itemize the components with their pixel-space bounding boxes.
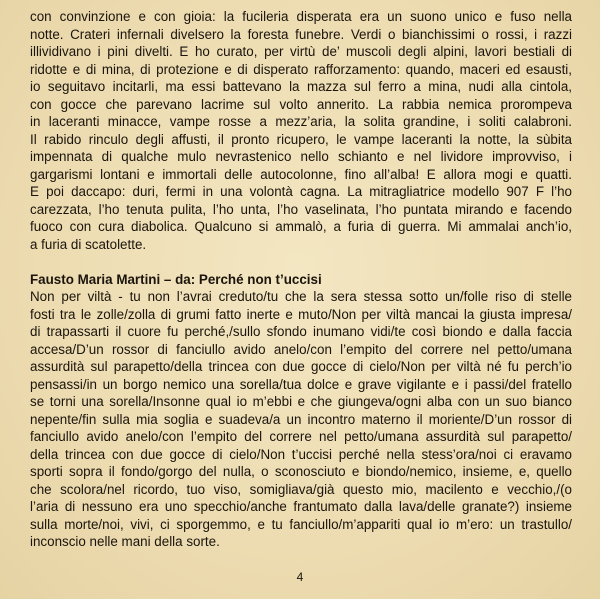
text-line: fosti tra le zolle/zolla di grumi fatto inerte e muto/Non per viltà mancai la giusta impresa/ [30,306,572,322]
text-line: della trincea con due gocce di cielo/Non t’uccisi perché nella stess’ora/noi ci eravamo [30,446,572,462]
text-line: di trapassarti il cuore fu perché,/sullo sfondo inumano vidi/te così biondo e dalla faccia [30,324,572,339]
text-line: sulla morte/noi, vivi, ci sporgemmo, e tu fanciullo/m’appariti qual io m’ero: un trastullo/ [30,516,572,532]
text-line: che scolora/nel ricordo, tuo viso, somigliava/già questo mio, macilento e vecchio,/(o [30,481,572,497]
text-line: accesa/D’un rossor di fanciullo avido anelo/con l’empito del correre nel petto/umana [30,341,572,357]
text-line: pensassi/in un borgo nemico una sorella/tua dolce e grave vigilante e i passi/del fratello [30,376,572,392]
section-heading: Fausto Maria Martini – da: Perché non t’uccisi [30,271,322,287]
text-line: sporti sopra il fondo/gorgo del nulla, o sconosciuto e biondo/nemico, insieme, e, quello [30,464,572,479]
text-line: ridotte e di mina, di protezione e di disperato rafforzamento: quando, maceri ed esausti, [30,61,572,77]
text-line: fuoco con cura diabolica. Qualcuno si ammalò, a furia di guerra. Mi ammalai anch’io, [30,219,572,234]
text-line: E poi daccapo: duri, fermi in una volontà cagna. La mitragliatrice modello 907 F l’ho [30,184,572,199]
text-line: impennata di qualche mulo nevrastenico nello schianto e nel lividore improvviso, i [30,149,572,164]
text-line: fanciullo avido anelo/con l’empito del correre nel petto/umana assurdità sul parapetto/ [30,429,572,444]
text-line: l’aria di nessuno era uno specchio/anche frantumato dalla lava/delle granate?) insieme [30,499,572,514]
text-line: nepente/fin sulla mia soglia e suadeva/a un incontro materno il moriente/D’un rossor di [30,411,572,427]
text-line: Il rabido rinculo degli affusti, il pronto ricupero, le vampe laceranti la notte, la sùbita [30,131,572,147]
page-content [30,8,572,551]
poem-section [30,271,572,551]
text-line: Non per viltà - tu non l’avrai creduto/tu che la sera stessa sotto un/folle riso di stelle [30,289,572,304]
text-line: a furia di scatolette. [30,236,147,252]
text-line: illividivano i pini divelti. E ho curato, per virtù de’ muscoli degli alpini, lavori bestiali di [30,44,572,59]
page-number: 4 [296,570,304,584]
text-line: carezzata, l’ho tenuta pulita, l’ho unta, l’ho vaselinata, l’ho puntata mirando e facendo [30,201,572,217]
text-line: assurdità sul parapetto/della trincea con due gocce di cielo/Non per viltà né fu perch’io [30,359,572,374]
text-line: io seguitavo incitarli, ma essi battevano la mazza sul ferro a mina, nudi alla cintola, [30,79,572,94]
text-line: con convinzione e con gioia: la fucileria disperata era un suono unico e fuso nella [30,9,572,24]
text-line: con gocce che parevano lacrime sul volto annerito. La rabbia nemica prorompeva [30,96,572,112]
text-line: se torni una sorella/Insonne qual io m’ebbi e che giungeva/ogni alba con un suo bianco [30,394,572,409]
text-line: notte. Crateri infernali divelsero la foresta funebre. Verdi o bianchissimi o rossi, i razzi [30,26,572,42]
paragraph-gap [30,253,572,271]
prose-section [30,8,572,253]
text-line: inconscio nelle mani della sorte. [30,534,220,549]
text-line: gargarismi lontani e immortali delle autocolonne, fino all’alba! E allora mogi e quatti. [30,166,572,182]
text-line: in laceranti minacce, vampe rosse a mezz’aria, la solita grandine, i soliti calabroni. [30,114,572,129]
